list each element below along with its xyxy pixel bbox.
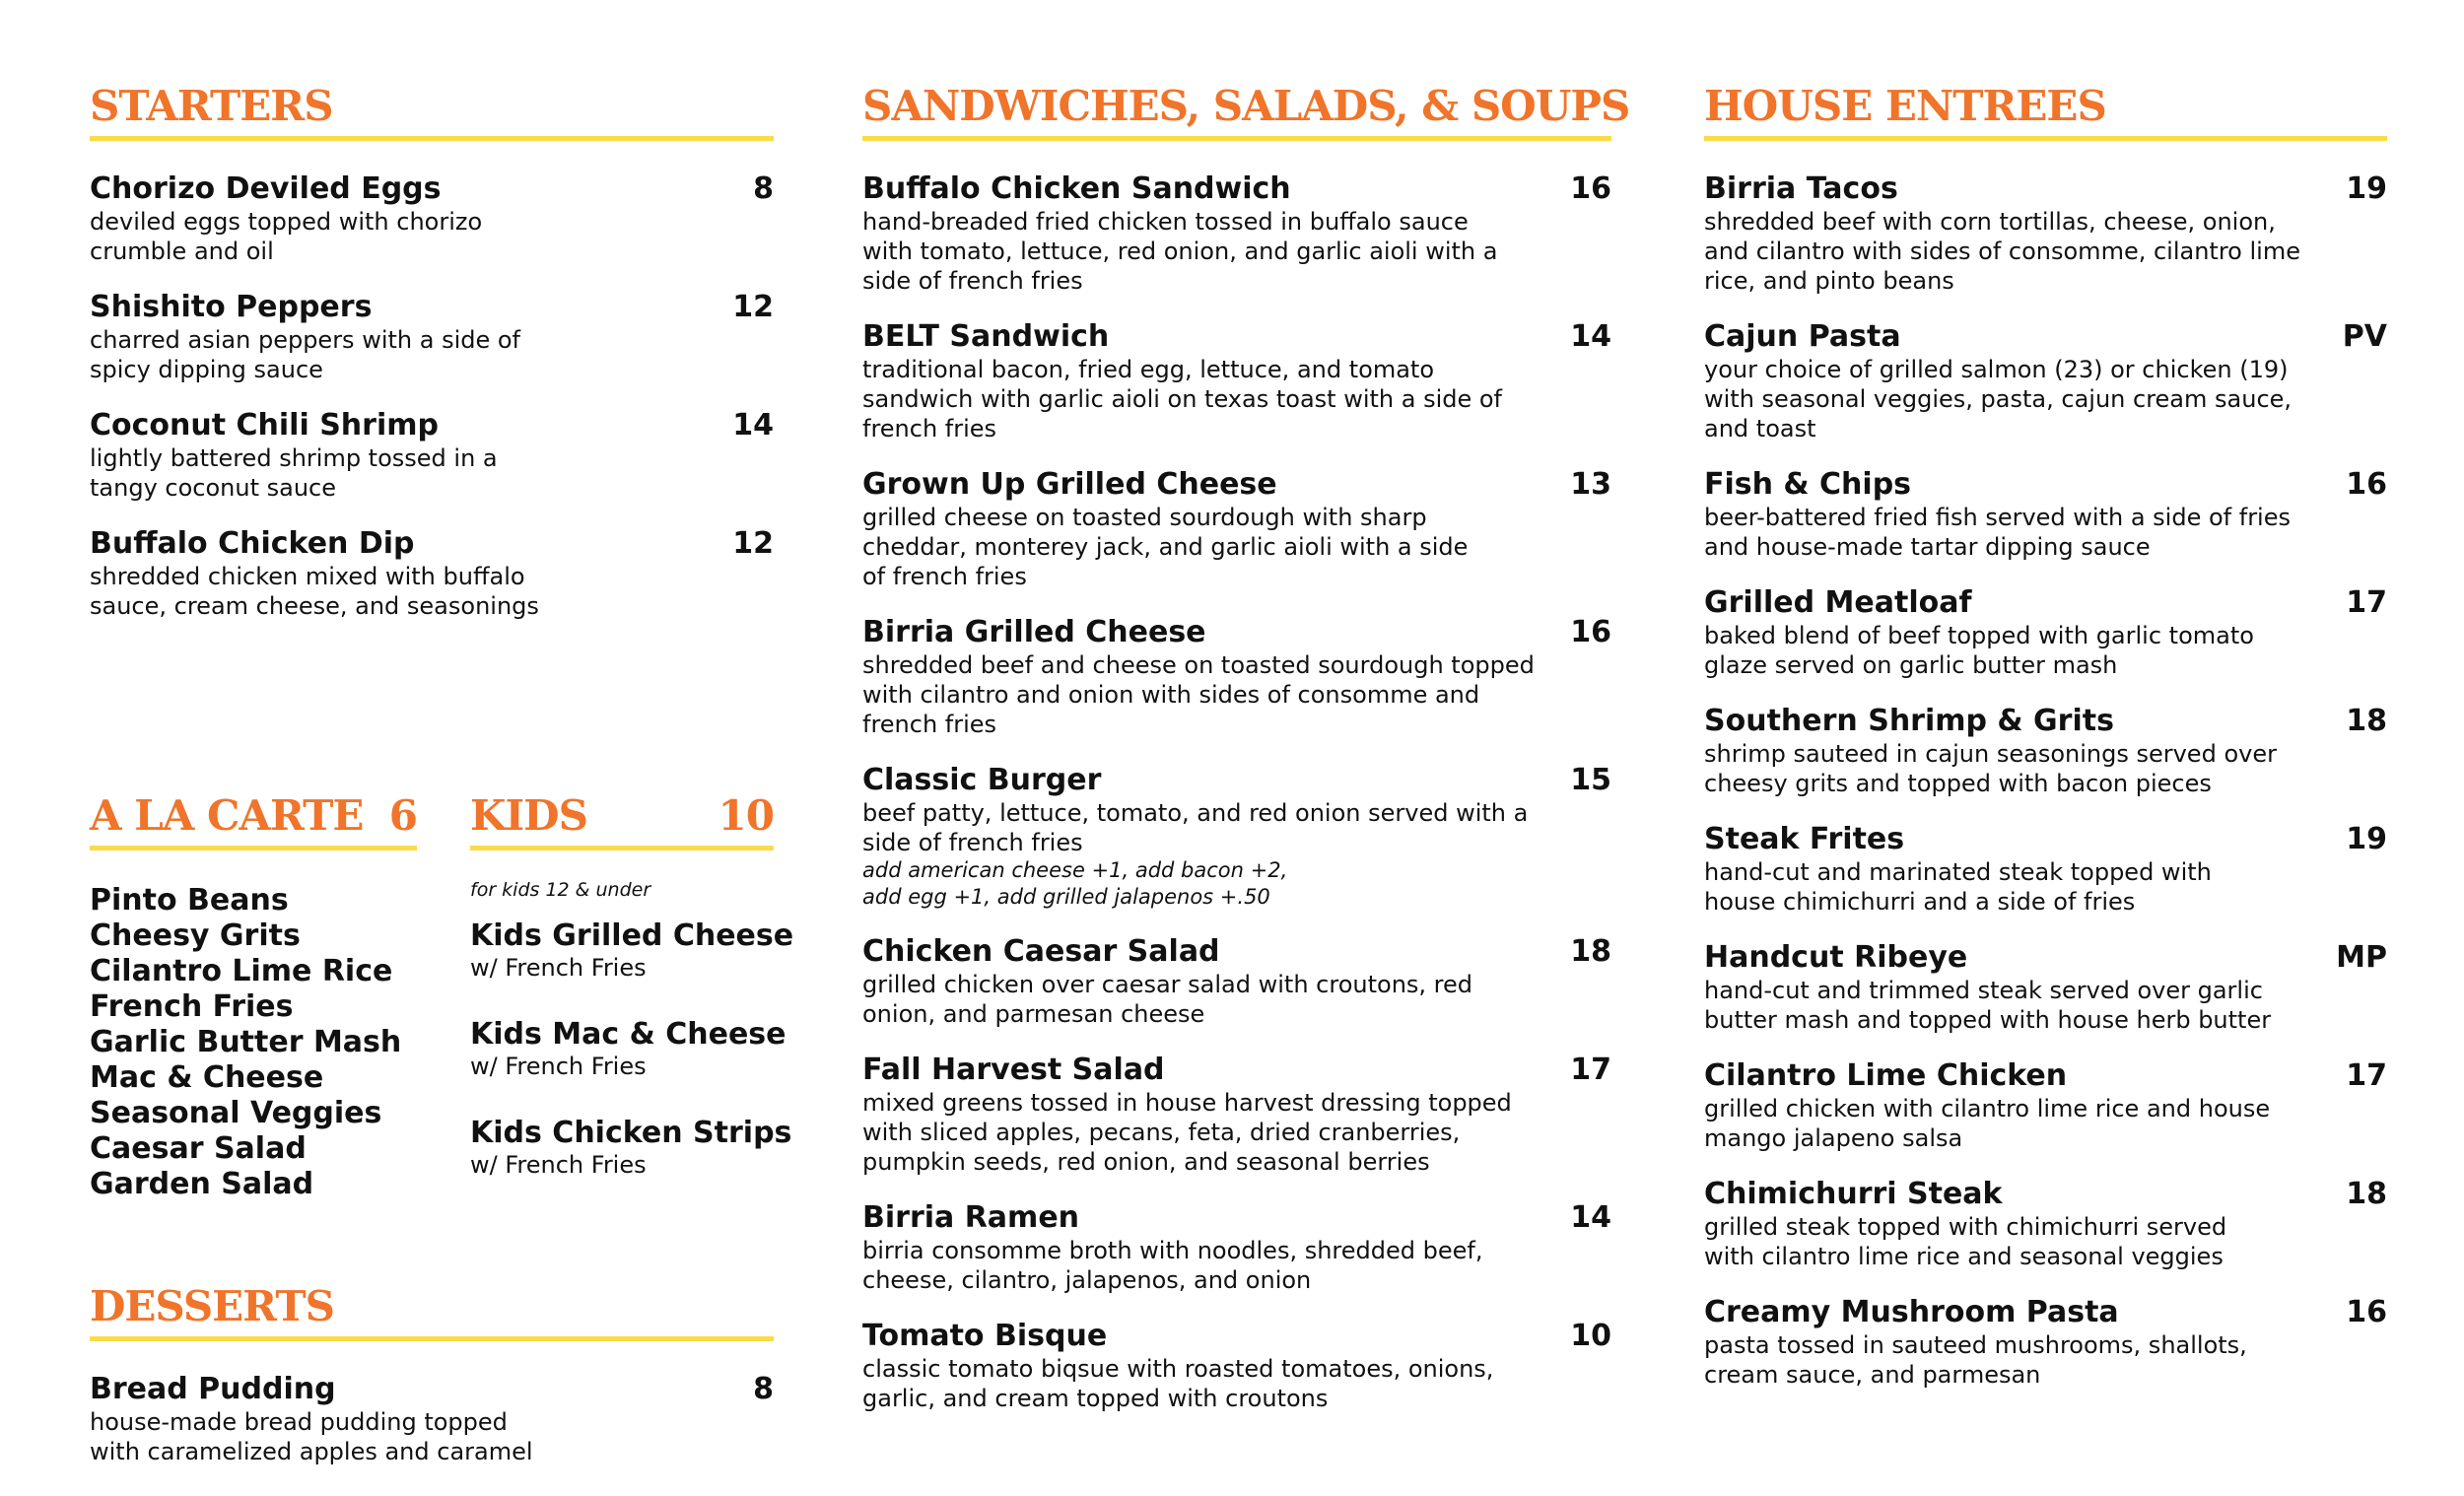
item-price: 18 — [1570, 934, 1611, 969]
menu-item — [862, 320, 1611, 443]
item-description: mixed greens tossed in house harvest dressing topped with sliced apples, pecans, feta, dried cranberries, pumpkin seeds, red onion, and seasonal berries — [862, 1089, 1512, 1176]
item-name: Fish & Chips — [1704, 467, 1912, 502]
menu-item — [470, 1116, 792, 1180]
menu-item-head — [90, 409, 774, 442]
item-description: grilled chicken over caesar salad with croutons, red onion, and parmesan cheese — [862, 971, 1473, 1028]
item-description: beef patty, lettuce, tomato, and red onion served with a side of french fries — [862, 799, 1529, 856]
item-name: Chimichurri Steak — [1704, 1177, 2003, 1211]
item-name: Cajun Pasta — [1704, 319, 1901, 354]
item-description: hand-cut and marinated steak topped with house chimichurri and a side of fries — [1704, 858, 2212, 916]
entrees-title: HOUSE ENTREES — [1704, 82, 2106, 130]
menu-item-head — [862, 935, 1611, 969]
menu-item-head — [90, 172, 774, 206]
menu-item — [470, 918, 794, 983]
menu-item-head — [1704, 468, 2387, 502]
item-description: grilled cheese on toasted sourdough with sharp cheddar, monterey jack, and garlic aioli with a side of french fries — [862, 504, 1469, 590]
menu-item-head — [90, 527, 774, 561]
kids-list — [470, 918, 794, 1180]
item-price: 19 — [2346, 171, 2387, 206]
menu-item — [1704, 823, 2387, 917]
item-name: Classic Burger — [862, 763, 1102, 797]
item-name: Tomato Bisque — [862, 1319, 1108, 1353]
item-price: 18 — [2346, 1177, 2387, 1211]
list-item: Seasonal Veggies — [90, 1096, 382, 1130]
list-item: Caesar Salad — [90, 1131, 307, 1166]
item-name: Shishito Peppers — [90, 290, 373, 324]
menu-item-head — [90, 1373, 774, 1406]
item-description: hand-cut and trimmed steak served over garlic butter mash and topped with house herb butter — [1704, 977, 2272, 1034]
alacarte-price: 6 — [388, 791, 417, 840]
item-name: Kids Grilled Cheese — [470, 918, 794, 953]
sides-and-kids-row — [90, 790, 794, 1215]
menu-item-head — [1704, 320, 2387, 354]
starters-title: STARTERS — [90, 82, 333, 130]
section-heading — [90, 1281, 774, 1341]
item-description: deviled eggs topped with chorizo crumble and oil — [90, 208, 483, 265]
item-description: lightly battered shrimp tossed in a tangy coconut sauce — [90, 444, 498, 502]
item-price: 14 — [1570, 319, 1611, 354]
menu-item — [1704, 705, 2387, 798]
item-description: classic tomato biqsue with roasted tomatoes, onions, garlic, and cream topped with croutons — [862, 1355, 1494, 1412]
kids-title: KIDS — [470, 791, 587, 840]
menu-item — [1704, 320, 2387, 443]
alacarte-title: A LA CARTE — [90, 791, 364, 840]
section-heading — [862, 81, 1630, 141]
menu-item — [470, 1017, 787, 1081]
item-description: w/ French Fries — [470, 954, 647, 982]
item-description: traditional bacon, fried egg, lettuce, and tomato sandwich with garlic aioli on texas toast with a side of french fries — [862, 356, 1503, 442]
starters-section — [90, 81, 774, 621]
right-column — [1704, 81, 2387, 1414]
menu-item — [862, 1054, 1611, 1177]
item-description: grilled chicken with cilantro lime rice and house mango jalapeno salsa — [1704, 1095, 2271, 1152]
starters-list — [90, 172, 774, 621]
menu-item-head — [862, 172, 1611, 206]
item-price: 12 — [732, 526, 774, 561]
item-price: MP — [2336, 940, 2387, 975]
kids-price: 10 — [718, 791, 774, 840]
item-name: Birria Ramen — [862, 1200, 1080, 1235]
menu-item-head — [1704, 586, 2387, 620]
menu-item-head — [862, 764, 1611, 797]
item-price: 16 — [2346, 467, 2387, 502]
menu-item-head — [862, 1320, 1611, 1353]
item-description: house-made bread pudding topped with caramelized apples and caramel — [90, 1408, 533, 1465]
item-price: 8 — [753, 1372, 774, 1406]
menu-item-head — [1704, 1059, 2387, 1093]
section-heading — [90, 790, 417, 850]
kids-age-note: for kids 12 & under — [470, 879, 651, 901]
section-heading — [90, 81, 774, 141]
desserts-list — [90, 1373, 774, 1466]
item-price: 16 — [1570, 171, 1611, 206]
list-item: Cheesy Grits — [90, 918, 301, 953]
list-item: Mac & Cheese — [90, 1060, 324, 1095]
menu-item-head — [1704, 941, 2387, 975]
item-price: 17 — [1570, 1053, 1611, 1087]
item-description: birria consomme broth with noodles, shredded beef, cheese, cilantro, jalapenos, and onion — [862, 1237, 1483, 1294]
menu-item-head — [1704, 1178, 2387, 1211]
item-name: Cilantro Lime Chicken — [1704, 1058, 2068, 1093]
menu-item-head — [90, 291, 774, 324]
menu-item — [1704, 172, 2387, 296]
item-description: your choice of grilled salmon (23) or chicken (19) with seasonal veggies, pasta, cajun cream sauce, and toast — [1704, 356, 2293, 442]
menu-item-head — [862, 468, 1611, 502]
item-name: Kids Mac & Cheese — [470, 1017, 787, 1052]
item-description: beer-battered fried fish served with a side of fries and house-made tartar dipping sauce — [1704, 504, 2291, 561]
item-name: Creamy Mushroom Pasta — [1704, 1295, 2119, 1329]
item-price: 18 — [2346, 704, 2387, 738]
item-name: Steak Frites — [1704, 822, 1905, 856]
menu-item-head — [862, 320, 1611, 354]
item-price: 14 — [732, 408, 774, 442]
item-price: 16 — [2346, 1295, 2387, 1329]
item-price: 14 — [1570, 1200, 1611, 1235]
menu-item-head — [1704, 705, 2387, 738]
item-name: Birria Grilled Cheese — [862, 615, 1206, 649]
sandwiches-list — [862, 172, 1611, 1413]
item-description: shredded chicken mixed with buffalo sauce, cream cheese, and seasonings — [90, 563, 539, 620]
menu-item — [90, 291, 774, 384]
item-price: 12 — [732, 290, 774, 324]
menu-item-head — [862, 1201, 1611, 1235]
menu-item — [862, 1201, 1611, 1295]
item-name: Grilled Meatloaf — [1704, 585, 1972, 620]
menu-item — [1704, 1178, 2387, 1271]
list-item: Garlic Butter Mash — [90, 1025, 402, 1059]
item-description: baked blend of beef topped with garlic tomato glaze served on garlic butter mash — [1704, 622, 2254, 679]
menu-item-head — [862, 616, 1611, 649]
item-description: w/ French Fries — [470, 1151, 647, 1179]
item-name: BELT Sandwich — [862, 319, 1110, 354]
item-description: hand-breaded fried chicken tossed in buffalo sauce with tomato, lettuce, red onion, and garlic aioli with a side of french fries — [862, 208, 1498, 295]
kids-section — [470, 790, 794, 1215]
item-name: Handcut Ribeye — [1704, 940, 1968, 975]
item-price: 16 — [1570, 615, 1611, 649]
item-description: w/ French Fries — [470, 1053, 647, 1080]
item-price: 19 — [2346, 822, 2387, 856]
alacarte-list — [90, 883, 417, 1202]
item-price: 17 — [2346, 585, 2387, 620]
item-name: Buffalo Chicken Dip — [90, 526, 415, 561]
menu-item-head — [1704, 172, 2387, 206]
item-addons-note: add american cheese +1, add bacon +2, add egg +1, add grilled jalapenos +.50 — [862, 858, 1288, 909]
item-description: grilled steak topped with chimichurri served with cilantro lime rice and seasonal veggies — [1704, 1213, 2227, 1270]
item-name: Buffalo Chicken Sandwich — [862, 171, 1291, 206]
item-name: Southern Shrimp & Grits — [1704, 704, 2114, 738]
menu-item — [1704, 468, 2387, 562]
list-item: Garden Salad — [90, 1167, 314, 1201]
item-name: Bread Pudding — [90, 1372, 336, 1406]
list-item: Cilantro Lime Rice — [90, 954, 393, 988]
left-column — [90, 81, 794, 1465]
item-description: shredded beef and cheese on toasted sourdough topped with cilantro and onion with sides of consomme and french fries — [862, 651, 1535, 738]
item-price: 8 — [753, 171, 774, 206]
menu-item — [862, 172, 1611, 296]
item-name: Chicken Caesar Salad — [862, 934, 1220, 969]
item-name: Birria Tacos — [1704, 171, 1898, 206]
menu-item — [862, 616, 1611, 739]
item-name: Grown Up Grilled Cheese — [862, 467, 1277, 502]
item-price: 10 — [1570, 1319, 1611, 1353]
menu-item — [90, 527, 774, 621]
menu-item-head — [862, 1054, 1611, 1087]
item-description: charred asian peppers with a side of spicy dipping sauce — [90, 326, 521, 383]
item-price: 17 — [2346, 1058, 2387, 1093]
section-heading — [470, 790, 774, 850]
section-heading — [1704, 81, 2387, 141]
menu-item — [862, 1320, 1611, 1413]
item-price: 15 — [1570, 763, 1611, 797]
item-price: PV — [2342, 319, 2387, 354]
desserts-section — [90, 1281, 774, 1491]
sandwiches-title: SANDWICHES, SALADS, & SOUPS — [862, 82, 1630, 130]
menu-item-head — [1704, 823, 2387, 856]
item-name: Chorizo Deviled Eggs — [90, 171, 442, 206]
menu-item — [1704, 1296, 2387, 1390]
menu-item — [1704, 1059, 2387, 1153]
menu-item — [90, 1373, 774, 1466]
alacarte-section — [90, 790, 417, 1215]
middle-column — [862, 81, 1630, 1438]
entrees-list — [1704, 172, 2387, 1390]
list-item: Pinto Beans — [90, 883, 289, 918]
item-price: 13 — [1570, 467, 1611, 502]
list-item: French Fries — [90, 989, 294, 1024]
menu-item — [1704, 941, 2387, 1035]
item-name: Kids Chicken Strips — [470, 1116, 792, 1150]
item-name: Coconut Chili Shrimp — [90, 408, 439, 442]
item-description: shrimp sauteed in cajun seasonings served over cheesy grits and topped with bacon pieces — [1704, 740, 2277, 797]
item-description: shredded beef with corn tortillas, cheese, onion, and cilantro with sides of consomme, cilantro lime rice, and pinto beans — [1704, 208, 2300, 295]
menu-item — [862, 468, 1611, 591]
menu-item — [862, 935, 1611, 1029]
item-description: pasta tossed in sauteed mushrooms, shallots, cream sauce, and parmesan — [1704, 1331, 2247, 1389]
menu-item-head — [1704, 1296, 2387, 1329]
menu-item — [90, 172, 774, 266]
menu-item — [1704, 586, 2387, 680]
desserts-title: DESSERTS — [90, 1282, 334, 1330]
item-name: Fall Harvest Salad — [862, 1053, 1165, 1087]
menu-item — [90, 409, 774, 503]
menu-item — [862, 764, 1611, 911]
